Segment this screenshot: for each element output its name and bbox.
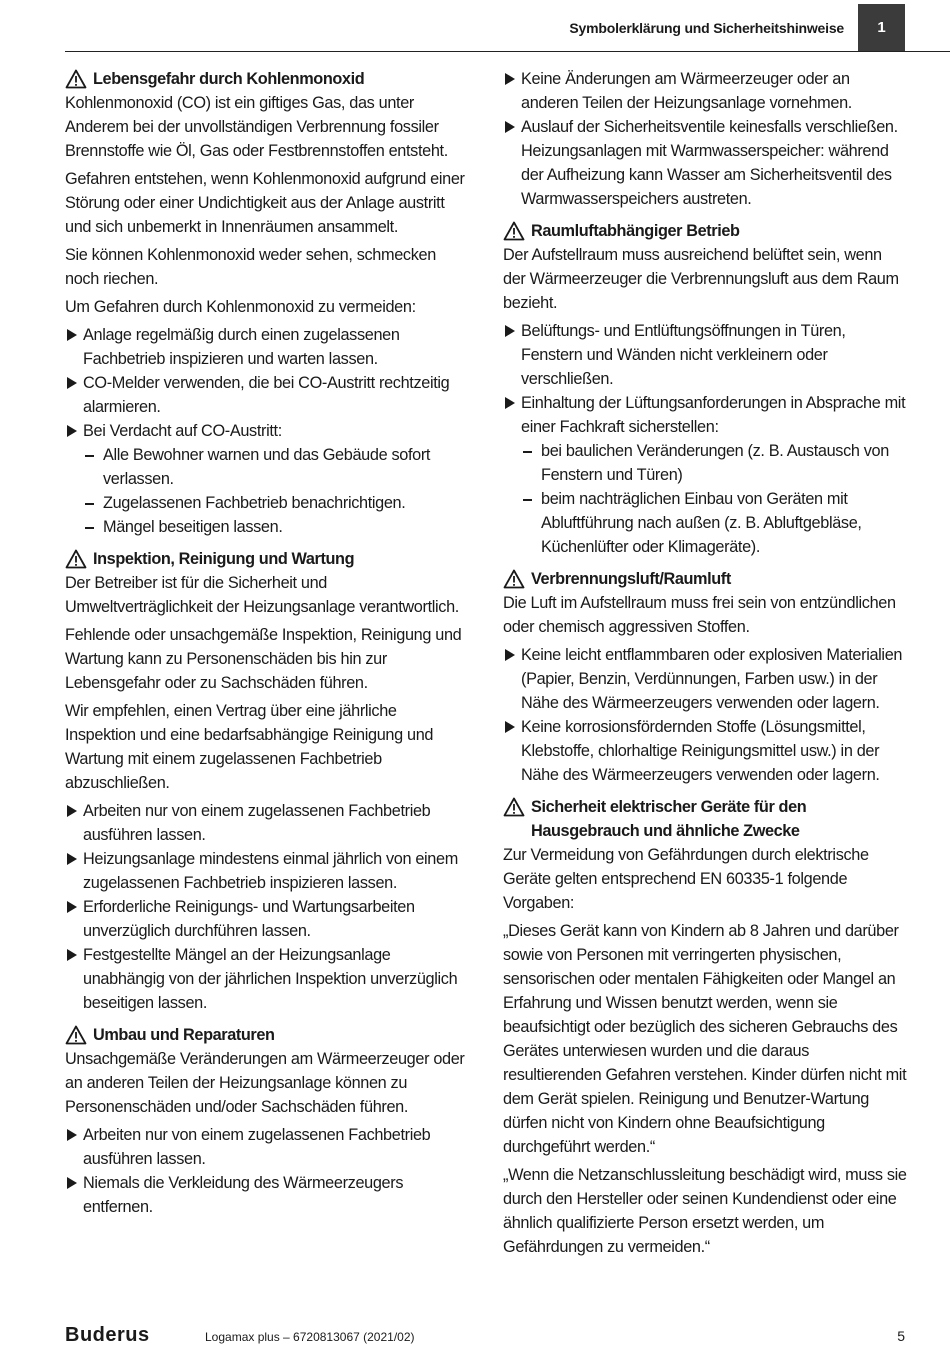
paragraph: „Dieses Gerät kann von Kindern ab 8 Jahren und darüber sowie von Personen mit verringerten physischen, sensorischen oder mentalen Fähigkeiten oder Mangel an Erfahrung und Wissen benutzt werden, wenn sie beaufsichtigt oder bezüglich des sicheren Gebrauchs des Gerätes unterwiesen wurden und die daraus resultierenden Gefahren verstehen. Kinder dürfen nicht mit dem Gerät spielen. Reinigung und Benutzer-Wartung dürfen nicht von Kindern ohne Beaufsichtigung durchgeführt werden.“ xyxy=(503,922,907,1156)
paragraph: Fehlende oder unsachgemäße Inspektion, Reinigung und Wartung kann zu Personenschäden bis hin zur Lebensgefahr oder zu Sachschäden führen. xyxy=(65,626,462,692)
list-item: Heizungsanlage mindestens einmal jährlich von einem zugelassenen Fachbetrieb inspizieren lassen. xyxy=(65,847,470,895)
section-combustion-air xyxy=(503,567,908,787)
warning-triangle-icon xyxy=(503,221,525,241)
left-column xyxy=(65,67,470,1227)
list-item: Festgestellte Mängel an der Heizungsanlage unabhängig von der jährlichen Inspektion unverzüglich beseitigen lassen. xyxy=(65,943,470,1015)
sub-list-item: Mängel beseitigen lassen. xyxy=(65,515,470,539)
warning-triangle-icon xyxy=(503,797,525,817)
dash-icon xyxy=(83,491,103,515)
sub-list-item: Zugelassenen Fachbetrieb benachrichtigen. xyxy=(65,491,470,515)
arrow-right-icon xyxy=(65,1123,83,1147)
paragraph: Zur Vermeidung von Gefährdungen durch elektrische Geräte gelten entsprechend EN 60335-1 folgende Vorgaben: xyxy=(503,846,869,912)
warning-triangle-icon xyxy=(65,1025,87,1045)
section-modifications-continued xyxy=(503,67,908,211)
paragraph: Gefahren entstehen, wenn Kohlenmonoxid aufgrund einer Störung oder einer Undichtigkeit aus der Anlage austritt und sich unbemerkt in Innenräumen ansammelt. xyxy=(65,170,465,236)
section-heading: Sicherheit elektrischer Geräte für den Hausgebrauch und ähnliche Zwecke xyxy=(503,795,908,843)
chapter-number: 1 xyxy=(858,4,905,51)
page-header xyxy=(0,0,950,52)
list-item: Auslauf der Sicherheitsventile keinesfalls verschließen. Heizungsanlagen mit Warmwasserspeicher: während der Aufheizung kann Wasser am Sicherheitsventil des Warmwasserspeichers austreten. xyxy=(503,115,908,211)
section-carbon-monoxide xyxy=(65,67,470,539)
section-modifications xyxy=(65,1023,470,1219)
dash-icon xyxy=(83,515,103,539)
arrow-right-icon xyxy=(503,67,521,91)
list-item: Arbeiten nur von einem zugelassenen Fachbetrieb ausführen lassen. xyxy=(65,799,470,847)
warning-triangle-icon xyxy=(65,549,87,569)
section-electrical-safety xyxy=(503,795,908,1259)
arrow-right-icon xyxy=(503,115,521,139)
page-number: 5 xyxy=(897,1328,905,1344)
arrow-right-icon xyxy=(65,895,83,919)
section-heading: Inspektion, Reinigung und Wartung xyxy=(65,547,470,571)
sub-list-item: beim nachträglichen Einbau von Geräten mit Abluftführung nach außen (z. B. Abluftgebläse, Küchenlüfter oder Klimageräte). xyxy=(503,487,908,559)
paragraph: Der Betreiber ist für die Sicherheit und Umweltverträglichkeit der Heizungsanlage verantwortlich. xyxy=(65,574,459,616)
paragraph: Unsachgemäße Veränderungen am Wärmeerzeuger oder an anderen Teilen der Heizungsanlage können zu Personenschäden und/oder Sachschäden führen. xyxy=(65,1050,465,1116)
arrow-right-icon xyxy=(503,319,521,343)
section-inspection xyxy=(65,547,470,1015)
list-item: Keine leicht entflammbaren oder explosiven Materialien (Papier, Benzin, Verdünnungen, Farben usw.) in der Nähe des Wärmeerzeugers verwenden oder lagern. xyxy=(503,643,908,715)
arrow-right-icon xyxy=(65,323,83,347)
paragraph: Sie können Kohlenmonoxid weder sehen, schmecken noch riechen. xyxy=(65,246,436,288)
dash-icon xyxy=(521,439,541,463)
list-item: CO-Melder verwenden, die bei CO-Austritt rechtzeitig alarmieren. xyxy=(65,371,470,419)
list-item: Anlage regelmäßig durch einen zugelassenen Fachbetrieb inspizieren und warten lassen. xyxy=(65,323,470,371)
paragraph: Kohlenmonoxid (CO) ist ein giftiges Gas, das unter Anderem bei der unvollständigen Verbrennung fossiler Brennstoffe wie Öl, Gas oder Festbrennstoffen entsteht. xyxy=(65,94,448,160)
header-divider xyxy=(65,51,950,52)
section-heading: Lebensgefahr durch Kohlenmonoxid xyxy=(65,67,470,91)
paragraph: Die Luft im Aufstellraum muss frei sein von entzündlichen oder chemisch aggressiven Stoffen. xyxy=(503,594,896,636)
arrow-right-icon xyxy=(503,391,521,415)
arrow-right-icon xyxy=(65,847,83,871)
list-item: Arbeiten nur von einem zugelassenen Fachbetrieb ausführen lassen. xyxy=(65,1123,470,1171)
arrow-right-icon xyxy=(65,1171,83,1195)
warning-triangle-icon xyxy=(503,569,525,589)
sub-list-item: bei baulichen Veränderungen (z. B. Austausch von Fenstern und Türen) xyxy=(503,439,908,487)
section-room-air-dependent xyxy=(503,219,908,559)
brand-logo: Buderus xyxy=(65,1324,150,1346)
section-title: Symbolerklärung und Sicherheitshinweise xyxy=(569,20,844,36)
list-item: Niemals die Verkleidung des Wärmeerzeugers entfernen. xyxy=(65,1171,470,1219)
sub-list-item: Alle Bewohner warnen und das Gebäude sofort verlassen. xyxy=(65,443,470,491)
arrow-right-icon xyxy=(65,371,83,395)
right-column xyxy=(503,67,908,1267)
section-heading: Verbrennungsluft/Raumluft xyxy=(503,567,908,591)
document-reference: Logamax plus – 6720813067 (2021/02) xyxy=(205,1330,415,1344)
paragraph: Wir empfehlen, einen Vertrag über eine jährliche Inspektion und eine bedarfsabhängige Reinigung und Wartung mit einem zugelassenen Fachbetrieb abzuschließen. xyxy=(65,702,434,792)
paragraph: Der Aufstellraum muss ausreichend belüftet sein, wenn der Wärmeerzeuger die Verbrennungsluft aus dem Raum bezieht. xyxy=(503,246,899,312)
arrow-right-icon xyxy=(503,715,521,739)
section-heading: Umbau und Reparaturen xyxy=(65,1023,470,1047)
arrow-right-icon xyxy=(65,799,83,823)
warning-triangle-icon xyxy=(65,69,87,89)
list-item: Keine korrosionsfördernden Stoffe (Lösungsmittel, Klebstoffe, chlorhaltige Reinigungsmittel usw.) in der Nähe des Wärmeerzeugers verwenden oder lagern. xyxy=(503,715,908,787)
list-item: Bei Verdacht auf CO-Austritt: xyxy=(65,419,470,443)
paragraph: Um Gefahren durch Kohlenmonoxid zu vermeiden: xyxy=(65,298,416,316)
list-item: Erforderliche Reinigungs- und Wartungsarbeiten unverzüglich durchführen lassen. xyxy=(65,895,470,943)
list-item: Belüftungs- und Entlüftungsöffnungen in Türen, Fenstern und Wänden nicht verkleinern oder verschließen. xyxy=(503,319,908,391)
section-heading: Raumluftabhängiger Betrieb xyxy=(503,219,908,243)
dash-icon xyxy=(83,443,103,467)
arrow-right-icon xyxy=(65,419,83,443)
arrow-right-icon xyxy=(65,943,83,967)
dash-icon xyxy=(521,487,541,511)
arrow-right-icon xyxy=(503,643,521,667)
list-item: Einhaltung der Lüftungsanforderungen in Absprache mit einer Fachkraft sicherstellen: xyxy=(503,391,908,439)
paragraph: „Wenn die Netzanschlussleitung beschädigt wird, muss sie durch den Hersteller oder seinen Kundendienst oder eine ähnlich qualifizierte Person ersetzt werden, um Gefährdungen zu vermeiden.“ xyxy=(503,1166,907,1256)
list-item: Keine Änderungen am Wärmeerzeuger oder an anderen Teilen der Heizungsanlage vornehmen. xyxy=(503,67,908,115)
